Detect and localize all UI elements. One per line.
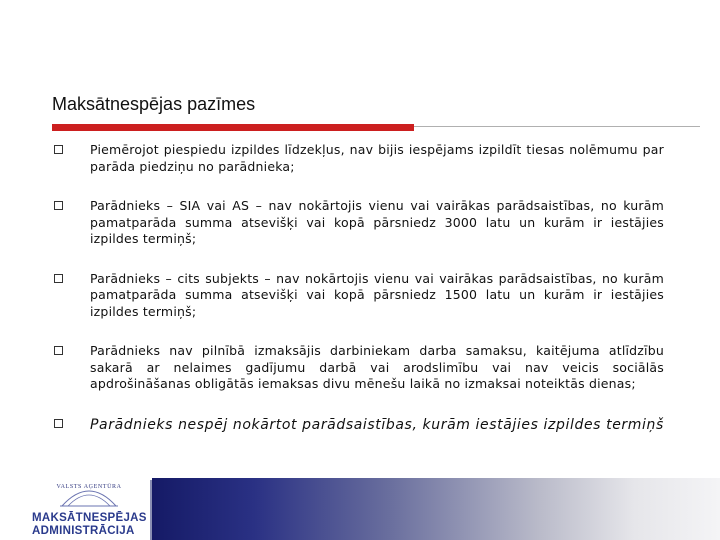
logo-agency-label: VALSTS AĢENTŪRA: [56, 484, 122, 490]
agency-logo: [28, 480, 152, 540]
bullet-text: Parādnieks – cits subjekts – nav nokārtojis vienu vai vairākas parādsaistības, no kurām pamatparāda summa atsevišķi vai kopā pārsniedz 1500 latu un kurām ir iestājies izpildes termiņš;: [90, 270, 664, 319]
bullet-list: [52, 142, 664, 434]
checkbox-square-icon: [54, 346, 63, 355]
bullet-text: Piemērojot piespiedu izpildes līdzekļus, nav bijis iespējams izpildīt tiesas nolēmumu par parāda piedziņu no parādnieka;: [90, 142, 664, 174]
logo-name-line1: MAKSĀTNESPĒJAS: [32, 512, 147, 524]
title-underline-rule: [414, 126, 700, 127]
list-item: [52, 416, 664, 434]
checkbox-square-icon: [54, 274, 63, 283]
checkbox-square-icon: [54, 201, 63, 210]
list-item: [52, 142, 664, 175]
checkbox-square-icon: [54, 145, 63, 154]
title-underline-accent: [52, 124, 414, 131]
checkbox-square-icon: [54, 419, 63, 428]
list-item: [52, 343, 664, 393]
bullet-text: Parādnieks nespēj nokārtot parādsaistības, kurām iestājies izpildes termiņš: [90, 416, 664, 433]
bullet-text: Parādnieks nav pilnībā izmaksājis darbiniekam darba samaksu, kaitējuma atlīdzību sakarā ar nelaimes gadījumu darbā vai arodslimību vai nav veicis sociālās apdrošināšanas obligātās iemaksas divu mēnešu laikā no izmaksai noteiktās dienas;: [90, 343, 664, 391]
list-item: [52, 198, 664, 248]
footer-gradient-band: [152, 478, 720, 540]
logo-name-line2: ADMINISTRĀCIJA: [32, 525, 135, 537]
bullet-text: Parādnieks – SIA vai AS – nav nokārtojis vienu vai vairākas parādsaistības, no kurām pamatparāda summa atsevišķi vai kopā pārsniedz 3000 latu un kurām ir iestājies izpildes termiņš;: [90, 198, 664, 246]
list-item: [52, 271, 664, 321]
slide-title: Maksātnespējas pazīmes: [52, 94, 256, 114]
